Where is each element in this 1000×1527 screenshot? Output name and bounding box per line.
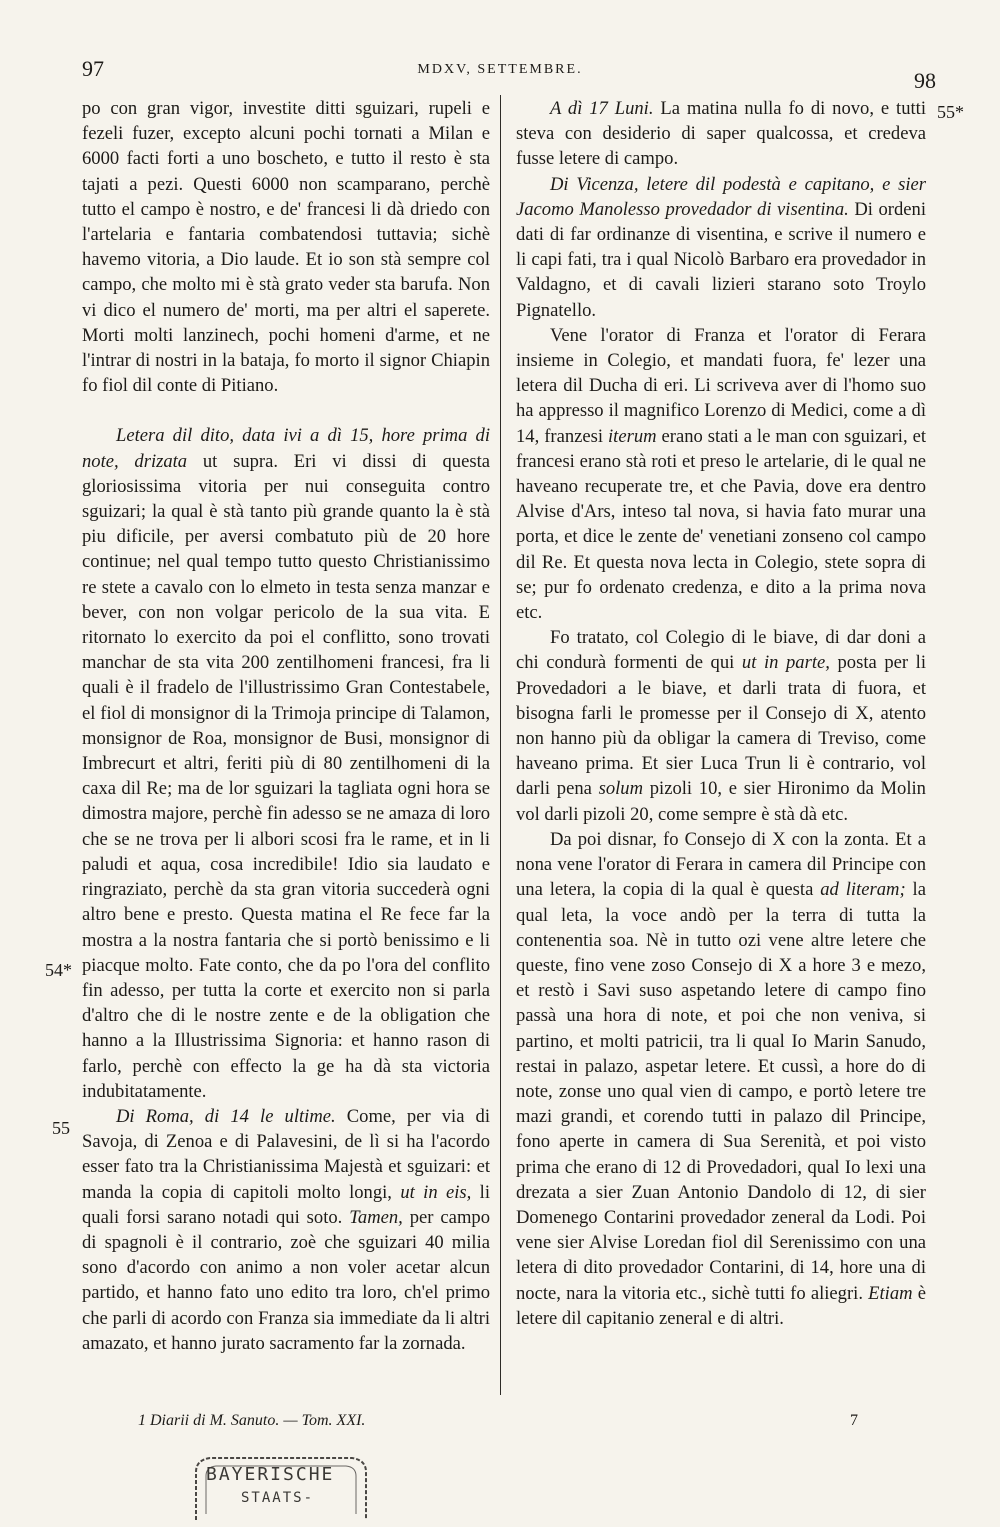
paragraph xyxy=(516,96,926,172)
page-number-left: 97 xyxy=(82,56,104,81)
latin-phrase: solum xyxy=(598,778,644,800)
paragraph-text: ut supra. Eri vi dissi di questa gloriosissima vitoria per nui conseguita contro sguizari; la qual è stà tanto più grande quanto la è stà piu dificile, per aversi combatuto più de 20 hore continue; nel qual tempo tutto questo Christianissimo re stete a cavalo con lo elmeto in testa senza manzar e bever, con non volgar pericolo de la sua vita. E ritornato lo exercito da poi el conflitto, sono trovati manchar de sta vita 200 zentilhomeni francesi, fra li quali è il fradelo de l'illustrissimo Gran Contestabele, el fiol di monsignor di la Trimoja principe di Talamon, monsignor de Roa, monsignor de Busi, monsignor di Imbrecurt et altri, feriti più di 80 zentilhomeni di la caxa dil Re; ma de lor sguizari la tagliata ogni hora se dimostra majore, perchè fin adesso se ne amaza di loro che se ne trova per li albori scosi fra le rame, et in li paludi et aqua, cosa incredibile! Idio sia laudato e ringraziato, perchè da sta gran vitoria succederà ogni altro bene e presto. Questa matina el Re fece far la mostra a la nostra fantaria che si portò benissimo e li piacque molto. Fate conto, che da po l'ora del conflito fin adesso, per tutta la corte et exercito non si parla d'altro che di le nostre zente e de la obligation che hanno a la Illustrissima Signoria: et hanno rason di farlo, perchè con effecto la ge ha dà sta victoria indubitatamente. xyxy=(82,450,490,1102)
letter-heading: Di Vicenza, letere dil podestà e capitano, e sier Jacomo Manolesso provedador di visentina. xyxy=(516,173,926,220)
paragraph-text: Di ordeni dati di far ordinanze di visentina, e scrive il numero e li capi fati, tra i qual Nicolò Barbaro era provedador in Valdagno, et di cavali lizieri starano soto Troylo Pignatello. xyxy=(516,198,926,321)
column-divider xyxy=(500,95,501,1395)
letter-heading: Letera dil dito, data ivi a dì 15, hore prima di note, drizata xyxy=(82,425,490,472)
paragraph-text: Fo tratato, col Colegio di le biave, di dar doni a chi condurà formenti de qui xyxy=(516,627,926,674)
paragraph-text: Vene l'orator di Franza et l'orator di Ferara insieme in Colegio, et mandati fuora, fe' lezer una letera dil Ducha di eri. Li scriveva aver di l'homo suo ha appresso il magnifico Lorenzo di Medici, come a dì 14, franzesi xyxy=(516,324,926,447)
stamp-outline-icon xyxy=(186,1452,376,1522)
stamp-line-2: STAATS- xyxy=(241,1490,315,1506)
date-heading: A dì 17 Luni. xyxy=(550,98,654,119)
right-column xyxy=(516,96,926,1331)
paragraph xyxy=(516,323,926,625)
page-header xyxy=(0,56,1000,96)
latin-phrase: Etiam xyxy=(868,1282,913,1304)
latin-phrase: ut in eis, xyxy=(400,1181,472,1203)
paragraph-text: la qual leta, la voce andò per la terra di tutta la contenentia soa. Nè in tutto ozi vene altre letere che queste, fino vene zoso Consejo di X a hore 3 e mezo, et restò i Savi suso aspetando letere di campo fino passà una hora di note, et poi che non veniva, si partino, et molti patricii, tra li qual Io Marin Sanudo, restai in palazo, aspetar letere. Et cussì, a hore do di note, zonse uno qual vien di campo, e portò letere tre mazi grandi, et corendo tutti in palazo dil Principe, fono aperte in camera di Sua Serenità, et poi visto prima che erano di 12 di Provedadori, qual Io lexi una drezata a sier Zuan Antonio Dandolo di 12, di sier Domenego Contarini provedador zeneral da Lodi. Poi vene sier Alvise Loredan fiol dil Serenissimo con una letera di dito provedador Contarini, di 14, hore una di nocte, nara la vitoria etc., sichè tutti fo aliegri. xyxy=(516,879,926,1304)
signature-line: 1 Diarii di M. Sanuto. — Tom. XXI. xyxy=(138,1412,366,1429)
paragraph-text: posta per li Provedadori a le biave, et darli trata di fuora, et bisogna farli le promesse per il Consejo di X, atento non hanno più da obligar la camera di Treviso, come haveano prima. Et sier Luca Trun li è contrario, vol darli pena xyxy=(516,652,926,800)
paragraph xyxy=(516,172,926,323)
margin-ref-55-right: 55* xyxy=(937,102,964,122)
latin-phrase: iterum xyxy=(608,425,657,447)
paragraph xyxy=(516,625,926,827)
running-title: MDXV, SETTEMBRE. xyxy=(417,62,583,77)
page-footer xyxy=(0,1412,1000,1442)
sheet-number: 7 xyxy=(850,1412,858,1429)
page-number-right: 98 xyxy=(914,68,936,93)
paragraph-text: per campo di spagnoli è il contrario, zoè che sguizari 40 milia sono d'acordo con animo a non voler acetar alcun partido, et hanno fato uno edito tra loro, ch'el primo che parli di acordo con Franza sia immediate da li altri amazato, et hanno jurato sacramento far la zornada. xyxy=(82,1206,490,1354)
margin-ref-55-left: 55 xyxy=(52,1118,70,1138)
paragraph-text: è letere dil capitanio zeneral e di altri. xyxy=(516,1282,926,1329)
letter-heading: Di Roma, di 14 le ultime. xyxy=(116,1105,336,1127)
latin-phrase: Tamen, xyxy=(349,1206,403,1228)
margin-ref-54: 54* xyxy=(45,960,72,980)
paragraph xyxy=(82,1104,490,1356)
paragraph-text: pizoli 10, e sier Hironimo da Molin vol darli pizoli 20, come sempre è stà dà etc. xyxy=(516,778,926,825)
paragraph: po con gran vigor, investite ditti sguizari, rupeli e fezeli fuzer, excepto alcuni pochi tornati a Milan e 6000 facti forti a uno boscheto, e tutto il resto è sta tajati a pezi. Questi 6000 non scamparano, perchè tutto el campo è nostro, e de' francesi li dà driedo con l'artelaria e fantaria combatendosi tuttavia; sichè havemo vitoria, a Dio laude. Et io son stà sempre col campo, che molto mi è stà grato veder sta barufa. Non vi dico el numero de' morti, ma per altri el saperete. Morti molti lanzinech, pochi homeni d'arme, et ne l'intrar di nostri in la bataja, fo morto il signor Chiapin fo fiol dil conte di Pitiano. xyxy=(82,98,490,397)
left-column xyxy=(82,96,490,1356)
latin-phrase: ad literam; xyxy=(820,879,906,901)
paragraph-text: erano stati a le man con sguizari, et francesi erano stà roti et preso le artelarie, di le qual ne haveano recuperate tre, et che Pavia, dove era dentro Alvise d'Ars, inteso tal nova, si havia fato murar una porta, et dice le zente de' venetiani zonseno col campo dil Re. Et questa nova lecta in Colegio, stete sopra di se; pur fo ordenato credenza, e dito a la prima nova etc. xyxy=(516,425,926,624)
library-stamp xyxy=(186,1452,376,1522)
latin-phrase: ut in parte, xyxy=(741,652,830,674)
paragraph xyxy=(516,827,926,1331)
paragraph-text: Come, per via di Savoja, di Zenoa e di Palavesini, de lì si ha l'acordo esser fato tra la Christianissima Majestà et sguizari: et manda la copia di capitoli molto longi, xyxy=(82,1105,491,1203)
stamp-line-1: BAYERISCHE xyxy=(206,1464,335,1485)
paragraph-text: li quali forsi sarano notadi qui soto. xyxy=(82,1181,490,1228)
paragraph-text: La matina nulla fo di novo, e tutti steva con desiderio di saper qualcossa, et credeva fusse letere di campo. xyxy=(516,98,926,170)
paragraph-text: Da poi disnar, fo Consejo di X con la zonta. Et a nona vene l'orator di Ferara in camera dil Principe con una letera, la copia di la qual è questa xyxy=(516,828,926,901)
paragraph xyxy=(82,423,490,1103)
